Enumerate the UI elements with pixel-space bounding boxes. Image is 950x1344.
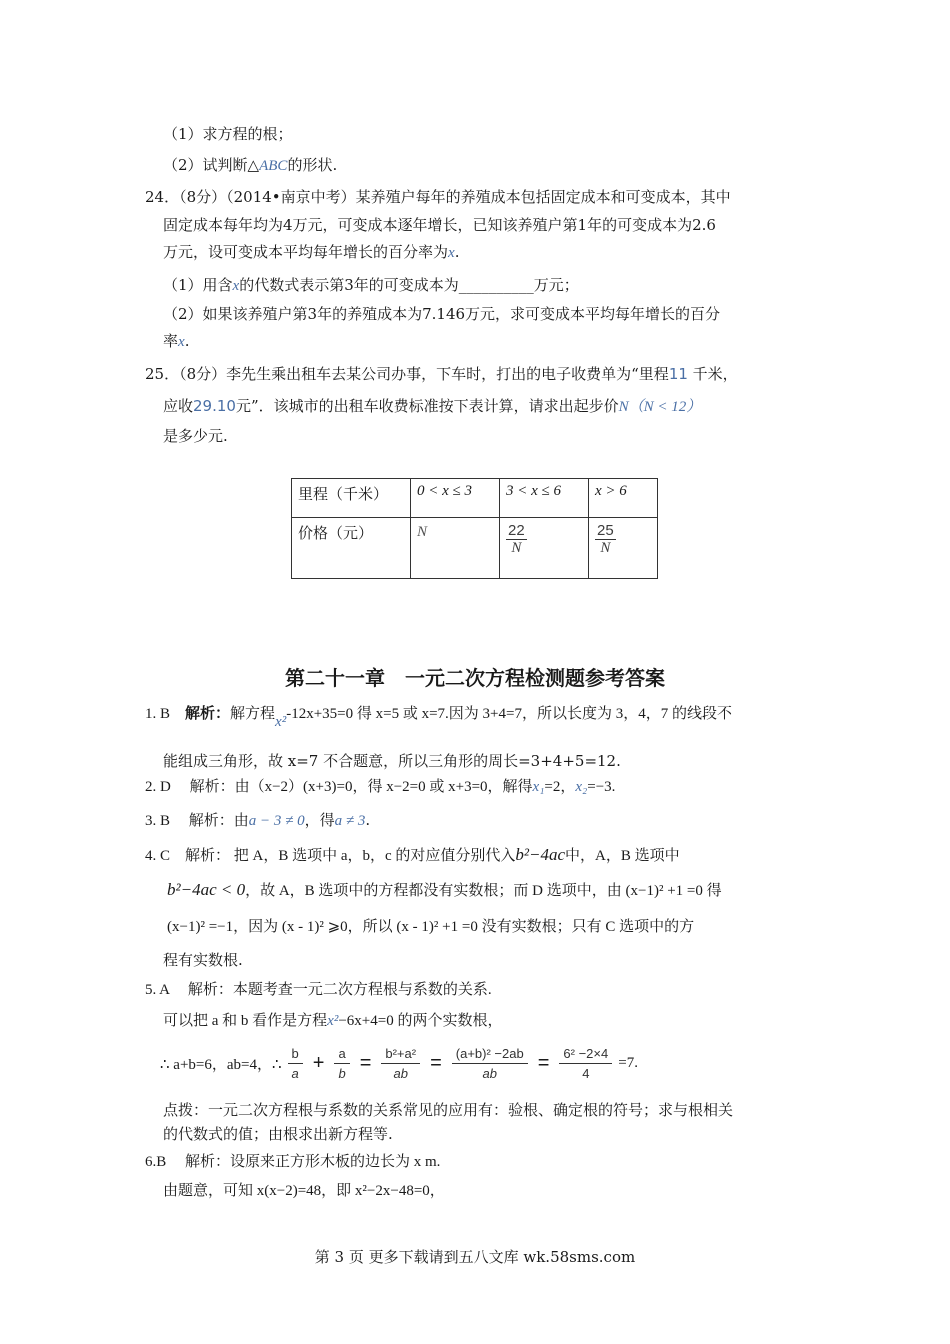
answers-title: 第二十一章 一元二次方程检测题参考答案 — [285, 666, 665, 690]
answer-5-tip2: 的代数式的值；由根求出新方程等. — [163, 1125, 393, 1143]
table-cell: 价格（元） — [292, 518, 411, 579]
q24-sub1: （1）用含x的代数式表示第3年的可变成本为__________万元； — [163, 276, 579, 294]
fraction: $\frac{\text{6² −2×4}}{4}$ — [559, 1046, 612, 1081]
table-header-cell: 里程（千米） — [292, 479, 411, 518]
answer-1-line2: 能组成三角形，故 x=7 不合题意，所以三角形的周长=3+4+5=12. — [163, 752, 621, 770]
answer-4-line4: 程有实数根. — [163, 951, 243, 969]
answer-4-line2: b²−4ac < 0，故 A，B 选项中的方程都没有实数根；而 D 选项中，由 (x−1)² +1 =0 得 — [167, 880, 722, 899]
answer-6-line2: 由题意，可知 x(x−2)=48，即 x²−2x−48=0， — [163, 1183, 445, 1199]
fare-table — [291, 478, 658, 579]
table-header-cell: 0 < x ≤ 3 — [411, 479, 500, 518]
table-cell: $\frac{22}{N}$ — [500, 518, 589, 579]
q24-sub2b: 率x. — [163, 332, 190, 350]
q25-line3: 是多少元. — [163, 427, 228, 445]
table-cell: N — [411, 518, 500, 579]
table-row — [292, 518, 658, 579]
answer-5-equation: ∴ a+b=6，ab=4，∴ b a + $\frac{a}{b}$ = $\frac{\text{b²+a²}}{ab}$ = $\frac{\text{(a+b)² −2ab}}{ab}$ = $\frac{\text{6² −2×4}}{4}$ =7. — [160, 1046, 638, 1081]
fraction: $\frac{a}{b}$ — [334, 1046, 349, 1081]
answer-5-tip1: 点拨：一元二次方程根与系数的关系常见的应用有：验根、确定根的符号；求与根相关 — [163, 1101, 734, 1119]
answer-3: 3. B 解析：由a − 3 ≠ 0，得a ≠ 3. — [145, 811, 371, 829]
fraction: $\frac{\text{b²+a²}}{ab}$ — [381, 1046, 420, 1081]
table-cell: $\frac{25}{N}$ — [589, 518, 658, 579]
q24-line2: 固定成本每年均为4万元，可变成本逐年增长，已知该养殖户第1年的可变成本为2.6 — [163, 216, 716, 234]
answer-4-line1: 4. C 解析： 把 A，B 选项中 a，b，c 的对应值分别代入b²−4ac中，A，B 选项中 — [145, 845, 680, 864]
answer-2: 2. D 解析：由（x−2）(x+3)=0，得 x−2=0 或 x+3=0，解得x₁=2，x₂=−3. — [145, 779, 616, 795]
page-footer: 第 3 页 更多下载请到五八文库 wk.58sms.com — [314, 1248, 636, 1266]
answer-6-line1: 6.B 解析：设原来正方形木板的边长为 x m. — [145, 1154, 441, 1170]
q24-line1: 24．（8分）（2014•南京中考）某养殖户每年的养殖成本包括固定成本和可变成本，其中 — [145, 188, 731, 206]
fraction: $\frac{\text{(a+b)² −2ab}}{ab}$ — [452, 1046, 528, 1081]
q23-sub2: （2）试判断△ABC的形状. — [163, 156, 338, 174]
table-header-cell: 3 < x ≤ 6 — [500, 479, 589, 518]
q25-line1: 25．（8分）李先生乘出租车去某公司办事，下车时，打出的电子收费单为“里程11 千米， — [145, 365, 738, 383]
q24-sub2: （2）如果该养殖户第3年的养殖成本为7.146万元，求可变成本平均每年增长的百分 — [163, 305, 721, 323]
answer-5-line1: 5. A 解析：本题考查一元二次方程根与系数的关系. — [145, 982, 492, 998]
table-header-cell: x > 6 — [589, 479, 658, 518]
table-row — [292, 479, 658, 518]
q24-line3: 万元，设可变成本平均每年增长的百分率为x. — [163, 243, 460, 261]
q25-line2: 应收29.10元”．该城市的出租车收费标准按下表计算，请求出起步价N（N < 12） — [163, 397, 702, 415]
q23-sub1: （1）求方程的根； — [163, 125, 293, 143]
answer-4-line3: (x−1)² =−1，因为 (x - 1)² ⩾0，所以 (x - 1)² +1 =0 没有实数根；只有 C 选项中的方 — [167, 919, 695, 935]
answer-1-line1: 1. B 解析：解方程x²-12x+35=0 得 x=5 或 x=7.因为 3+4=7，所以长度为 3，4，7 的线段不 — [145, 704, 732, 730]
fraction: b a — [288, 1046, 303, 1081]
answer-5-line2: 可以把 a 和 b 看作是方程x²−6x+4=0 的两个实数根， — [163, 1013, 503, 1029]
